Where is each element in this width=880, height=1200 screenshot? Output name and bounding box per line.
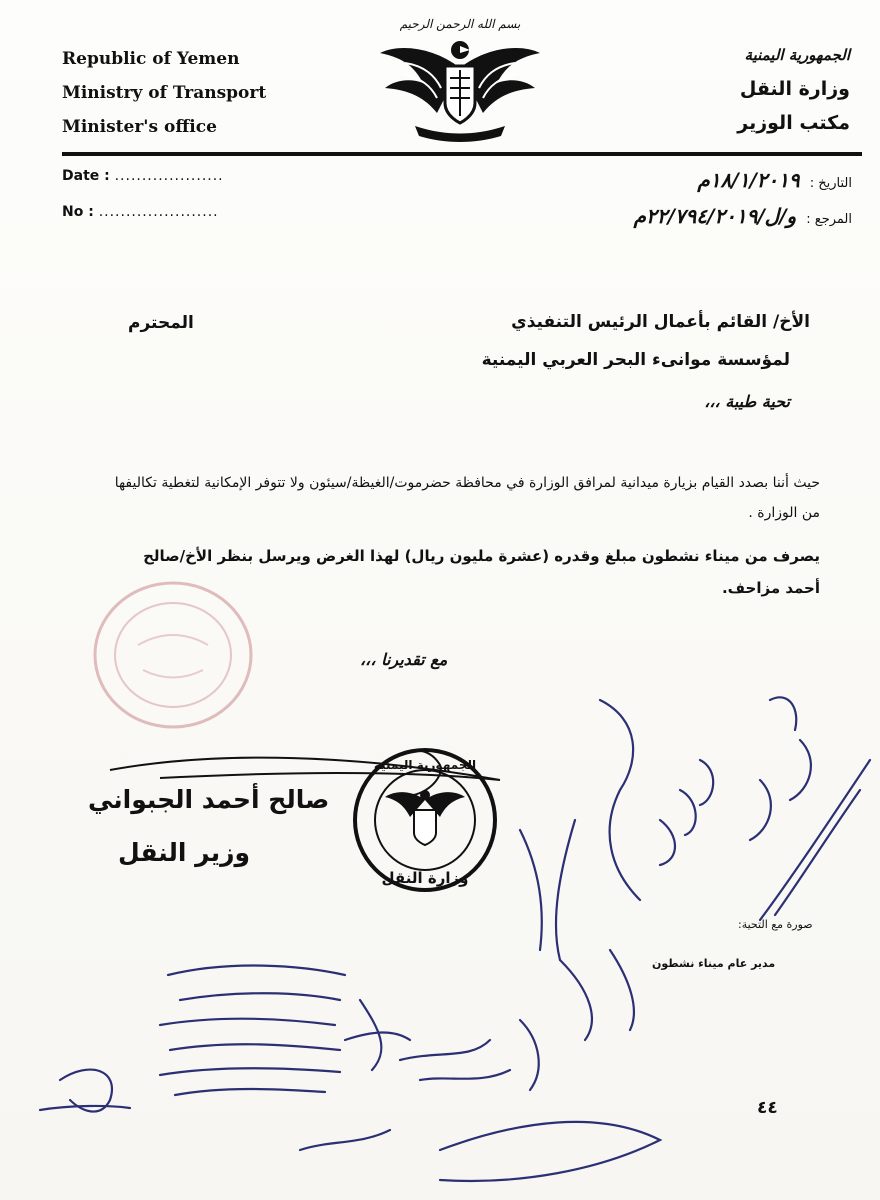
number-dots: ...................... [98,204,219,220]
ministry-name-ar: وزارة النقل [739,78,850,100]
date-field-ar [697,168,852,192]
greeting: تحية طيبة ،،، [704,392,790,411]
date-value: ١٨/١/٢٠١٩م [697,168,800,192]
ministry-name-en: Ministry of Transport [62,83,267,103]
republic-name-ar: الجمهورية اليمنية [744,46,850,64]
page-number: ٤٤ [757,1098,778,1118]
body-paragraph-1: حيث أننا بصدد القيام بزيارة ميدانية لمرافق الوزارة في محافظة حضرموت/الغيظة/سيئون ولا تتوفر الإمكانية لتغطية تكاليفها من الوزارة . [114,475,820,521]
office-name-ar: مكتب الوزير [737,112,850,134]
date-field-en [62,168,224,184]
signatory-name: صالح أحمد الجبواني [88,785,330,814]
republic-name-en: Republic of Yemen [62,49,240,69]
signatory-title: وزير النقل [118,838,251,867]
basmala-text: بسم الله الرحمن الرحيم [399,17,521,31]
reference-value: و/ل/٢٢/٧٩٤/٢٠١٩م [633,204,797,228]
date-dots: .................... [114,168,224,184]
respect-salutation: المحترم [128,313,194,333]
english-letterhead [62,42,266,144]
number-field-en [62,204,219,220]
office-name-en: Minister's office [62,117,217,137]
addressee-line-1: الأخ/ القائم بأعمال الرئيس التنفيذي [511,312,810,332]
body-paragraph-2: يصرف من ميناء نشطون مبلغ وقدره (عشرة مليون ريال) لهذا الغرض ويرسل بنظر الأخ/صالح أحمد مزاحف. [143,547,820,597]
arabic-letterhead [737,38,850,140]
yemen-eagle-emblem-icon [375,8,545,143]
date-label-ar: التاريخ : [809,176,852,191]
date-label-en: Date : [62,168,110,184]
addressee-line-2: لمؤسسة موانىء البحر العربي اليمنية [481,350,790,370]
header-divider [62,152,862,156]
seal-top-text: الجمهورية اليمنية [373,758,477,772]
cc-label: صورة مع التحية: [738,918,813,931]
minister-signature-icon [100,740,520,830]
closing-regards: مع تقديرنا ،،، [360,650,448,669]
seal-bottom-text: وزارة النقل [381,869,469,887]
reference-label-ar: المرجع : [806,212,852,227]
cc-recipient: مدير عام ميناء نشطون [652,957,776,970]
faded-stamp-icon [88,575,258,735]
reference-field-ar [634,204,852,228]
number-label-en: No : [62,204,94,220]
